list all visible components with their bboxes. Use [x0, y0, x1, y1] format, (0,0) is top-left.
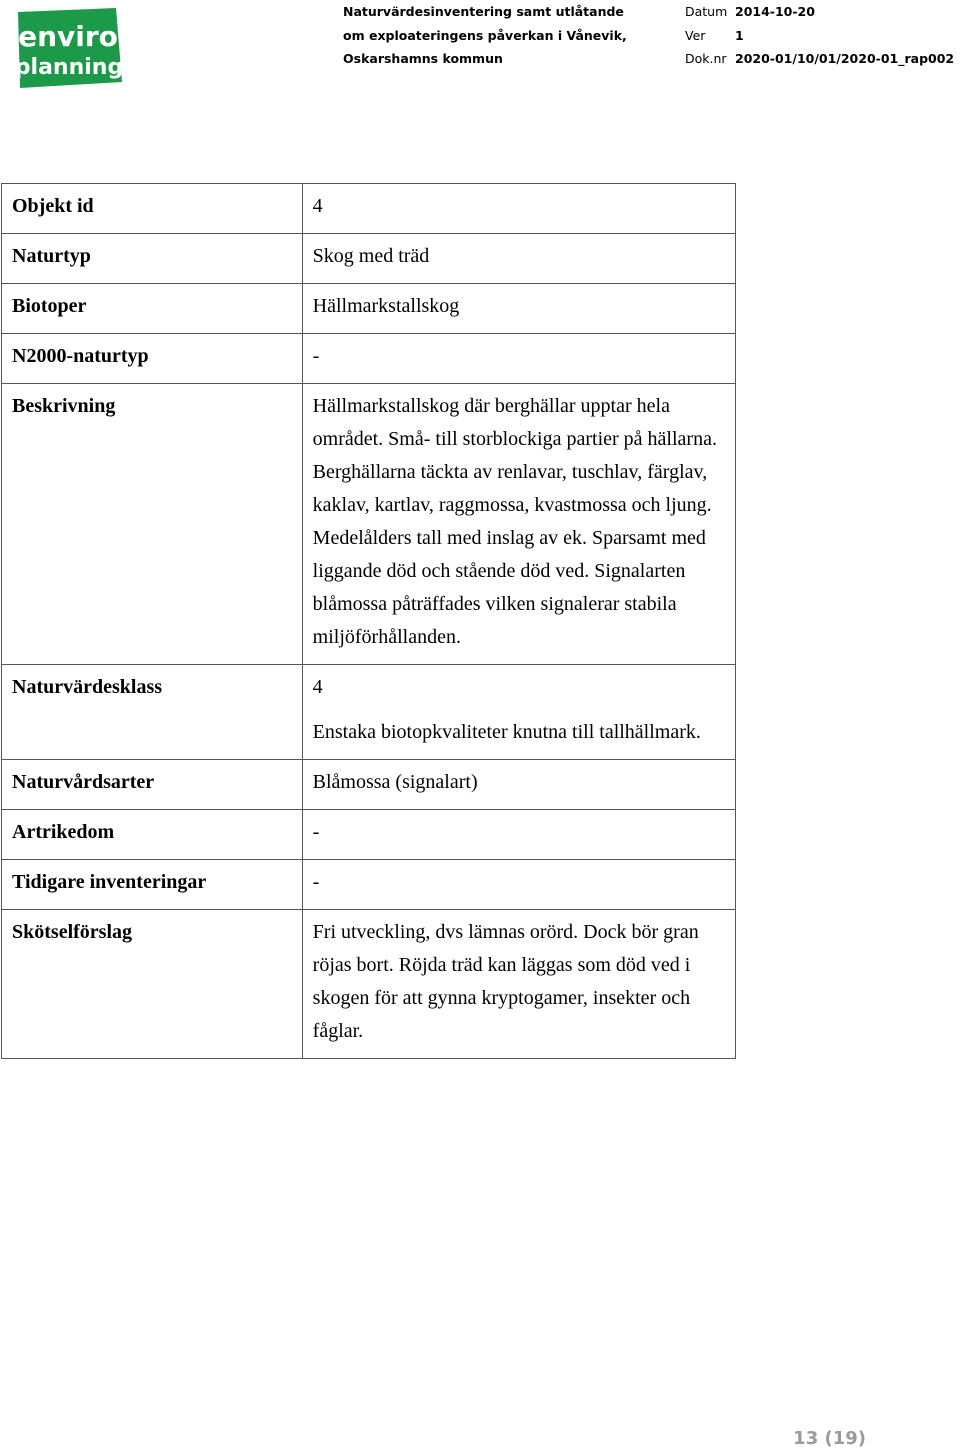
field-label: Naturvårdsarter: [2, 760, 303, 810]
field-value: [302, 665, 735, 760]
field-value: Fri utveckling, dvs lämnas orörd. Dock bör gran röjas bort. Röjda träd kan läggas som död ved i skogen för att gynna kryptogamer, insekter och fåglar.: [302, 910, 735, 1059]
field-value: -: [302, 860, 735, 910]
field-label: Beskrivning: [2, 384, 303, 665]
field-value: Hällmarkstallskog där berghällar upptar hela området. Små- till storblockiga partier på hällarna. Berghällarna täckta av renlavar, tuschlav, färglav, kaklav, kartlav, raggmossa, kvastmossa och ljung. Medelålders tall med inslag av ek. Sparsamt med liggande död och stående död ved. Signalarten blåmossa påträffades vilken signalerar stabila miljöförhållanden.: [302, 384, 735, 665]
field-value: Blåmossa (signalart): [302, 760, 735, 810]
table-row: [2, 334, 736, 384]
field-label: Biotoper: [2, 284, 303, 334]
table-row: [2, 384, 736, 665]
table-row: [2, 184, 736, 234]
meta-label: Dok.nr: [685, 51, 727, 66]
table-row: [2, 860, 736, 910]
table-row: [2, 234, 736, 284]
table-row: [2, 284, 736, 334]
table-row: [2, 665, 736, 760]
meta-date-row: [685, 0, 954, 24]
report-title-line: Oskarshamns kommun: [343, 51, 503, 66]
field-label: Naturvärdesklass: [2, 665, 303, 760]
field-value: -: [302, 810, 735, 860]
report-title-line: om exploateringens påverkan i Vånevik,: [343, 27, 627, 43]
meta-version-row: [685, 24, 954, 48]
meta-value: 1: [735, 27, 744, 43]
report-title: [343, 0, 627, 71]
object-facts-table: [1, 183, 736, 1059]
field-label: Naturtyp: [2, 234, 303, 284]
field-value: Hällmarkstallskog: [302, 284, 735, 334]
meta-docnr-row: [685, 47, 954, 71]
report-title-line: Naturvärdesinventering samt utlåtande: [343, 4, 624, 19]
field-label: Objekt id: [2, 184, 303, 234]
document-meta: [685, 0, 954, 71]
meta-label: Ver: [685, 27, 706, 43]
page-number: 13 (19): [793, 1428, 866, 1449]
enviro-planning-logo: [12, 4, 124, 90]
meta-label: Datum: [685, 4, 728, 19]
field-value: -: [302, 334, 735, 384]
meta-value: 2014-10-20: [735, 4, 815, 19]
logo-text-bottom: planning: [14, 55, 124, 80]
field-label: Skötselförslag: [2, 910, 303, 1059]
field-value: Skog med träd: [302, 234, 735, 284]
logo-text-top: enviro: [18, 20, 118, 53]
field-label: N2000-naturtyp: [2, 334, 303, 384]
field-label: Tidigare inventeringar: [2, 860, 303, 910]
field-label: Artrikedom: [2, 810, 303, 860]
class-value: 4: [312, 676, 323, 698]
table-row: [2, 810, 736, 860]
table-row: [2, 760, 736, 810]
class-motivation: Enstaka biotopkvaliteter knutna till tallhällmark.: [312, 721, 701, 743]
field-value: 4: [302, 184, 735, 234]
table-row: [2, 910, 736, 1059]
meta-value: 2020-01/10/01/2020-01_rap002: [735, 51, 955, 66]
